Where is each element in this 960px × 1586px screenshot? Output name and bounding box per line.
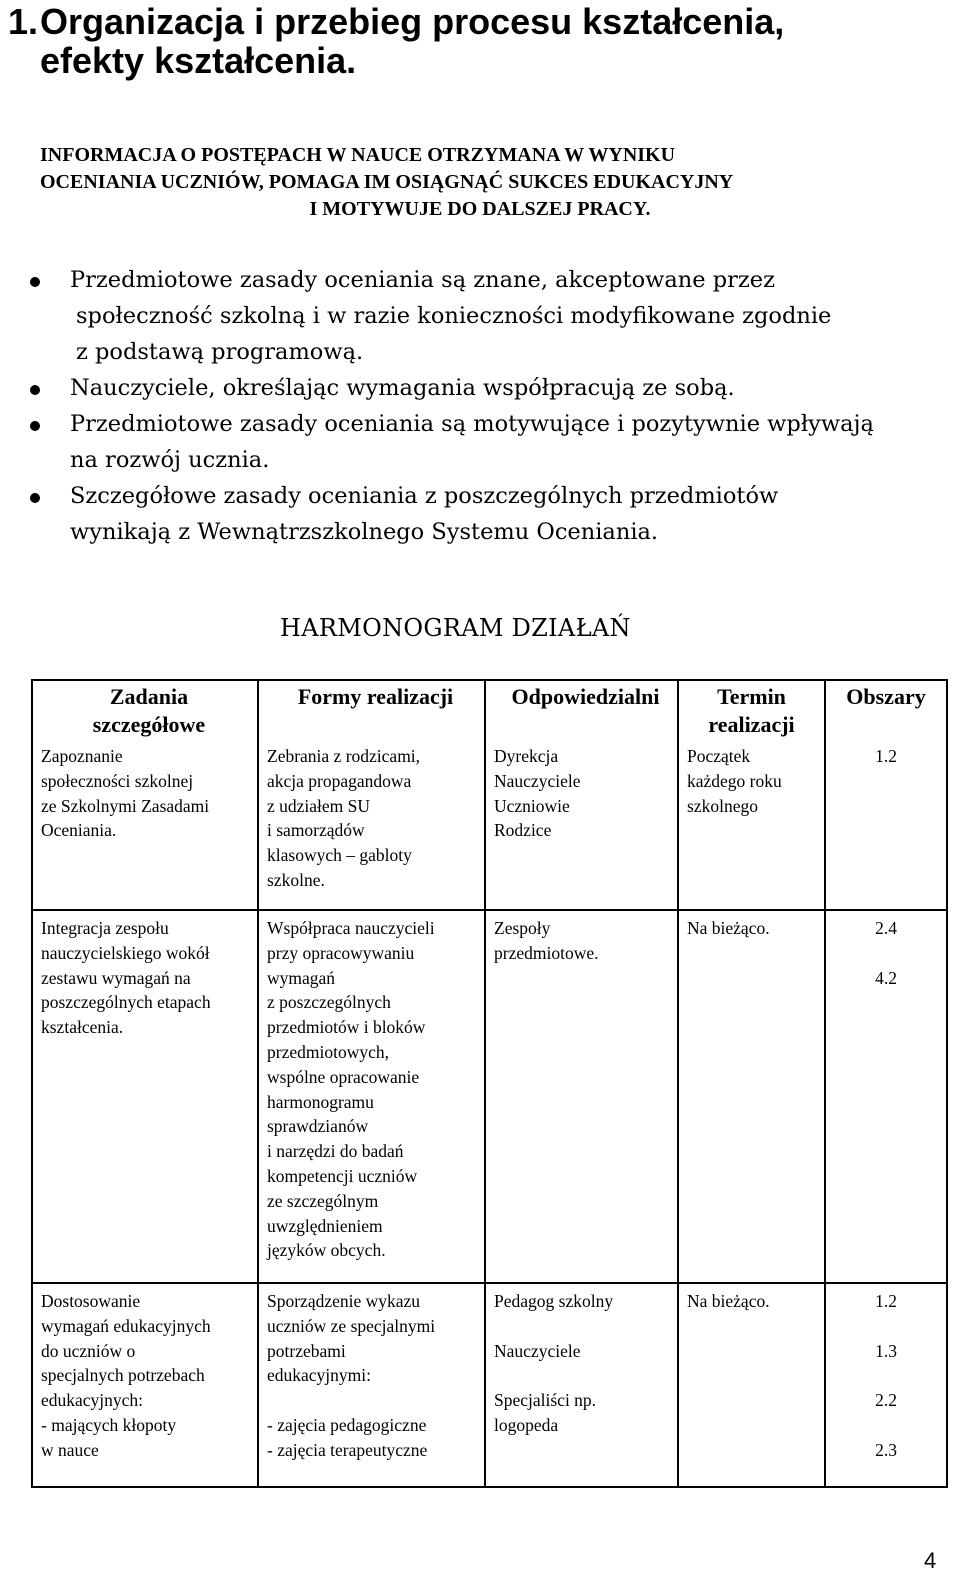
table-header	[33, 681, 946, 741]
section-heading	[8, 2, 948, 80]
table-row	[33, 1282, 946, 1486]
list-item: Szczegółowe zasady oceniania z poszczególnych przedmiotów wynikają z Wewnątrzszkolnego Systemu Oceniania.	[20, 478, 950, 550]
section-title-line-2: efekty kształcenia.	[40, 40, 357, 81]
cell-forms: Współpraca nauczycieli przy opracowywaniu wymagań z poszczególnych przedmiotów i bloków przedmiotowych, wspólne opracowanie harmonogramu sprawdzianów i narzędzi do badań kompetencji uczniów ze szczególnym uwzględnieniem języków obcych.	[259, 911, 486, 1282]
cell-forms: Zebrania z rodzicami, akcja propagandowa z udziałem SU i samorządów klasowych – gabloty szkolne.	[259, 739, 486, 909]
cell-responsible: Dyrekcja Nauczyciele Uczniowie Rodzice	[486, 739, 679, 909]
intro-line: OCENIANIA UCZNIÓW, POMAGA IM OSIĄGNĄĆ SUKCES EDUKACYJNY	[40, 171, 734, 193]
intro-statement	[40, 142, 920, 223]
cell-deadline: Początek każdego roku szkolnego	[679, 739, 826, 909]
intro-line: I MOTYWUJE DO DALSZEJ PRACY.	[309, 198, 651, 220]
cell-areas: 2.4 4.2	[875, 918, 897, 988]
table-row	[33, 909, 946, 1282]
cell-areas: 1.2 1.3 2.2 2.3	[875, 1291, 897, 1460]
section-title-line-1: Organizacja i przebieg procesu kształcenia,	[40, 1, 785, 42]
header-obszary: Obszary	[846, 684, 926, 709]
cell-areas: 1.2	[875, 746, 897, 766]
schedule-table	[31, 679, 948, 1488]
list-item: Nauczyciele, określając wymagania współpracują ze sobą.	[20, 370, 950, 406]
table-row	[33, 681, 946, 909]
header-termin: Termin realizacji	[679, 681, 826, 741]
header-odpowiedzialni: Odpowiedzialni	[486, 681, 679, 741]
cell-task: Dostosowanie wymagań edukacyjnych do uczniów o specjalnych potrzebach edukacyjnych: - mających kłopoty w nauce	[33, 1284, 259, 1486]
page-number: 4	[924, 1548, 937, 1573]
cell-task: Integracja zespołu nauczycielskiego wokół zestawu wymagań na poszczególnych etapach kształcenia.	[33, 911, 259, 1282]
cell-task: Zapoznanie społeczności szkolnej ze Szkolnymi Zasadami Oceniania.	[33, 739, 259, 909]
cell-deadline: Na bieżąco.	[679, 1284, 826, 1486]
schedule-title: HARMONOGRAM DZIAŁAŃ	[280, 614, 631, 642]
section-number: 1.	[8, 1, 39, 42]
list-item: Przedmiotowe zasady oceniania są motywujące i pozytywnie wpływają na rozwój ucznia.	[20, 406, 950, 478]
cell-responsible: Pedagog szkolny Nauczyciele Specjaliści np. logopeda	[486, 1284, 679, 1486]
list-item: Przedmiotowe zasady oceniania są znane, akceptowane przez społeczność szkolną i w razie konieczności modyfikowane zgodnie z podstawą programową.	[20, 262, 950, 370]
intro-line: INFORMACJA O POSTĘPACH W NAUCE OTRZYMANA W WYNIKU	[40, 144, 676, 166]
header-formy: Formy realizacji	[259, 681, 486, 741]
cell-forms: Sporządzenie wykazu uczniów ze specjalnymi potrzebami edukacyjnymi: - zajęcia pedagogiczne - zajęcia terapeutyczne	[259, 1284, 486, 1486]
header-zadania: Zadania szczegółowe	[33, 681, 259, 741]
cell-responsible: Zespoły przedmiotowe.	[486, 911, 679, 1282]
cell-deadline: Na bieżąco.	[679, 911, 826, 1282]
principles-list	[20, 262, 950, 550]
